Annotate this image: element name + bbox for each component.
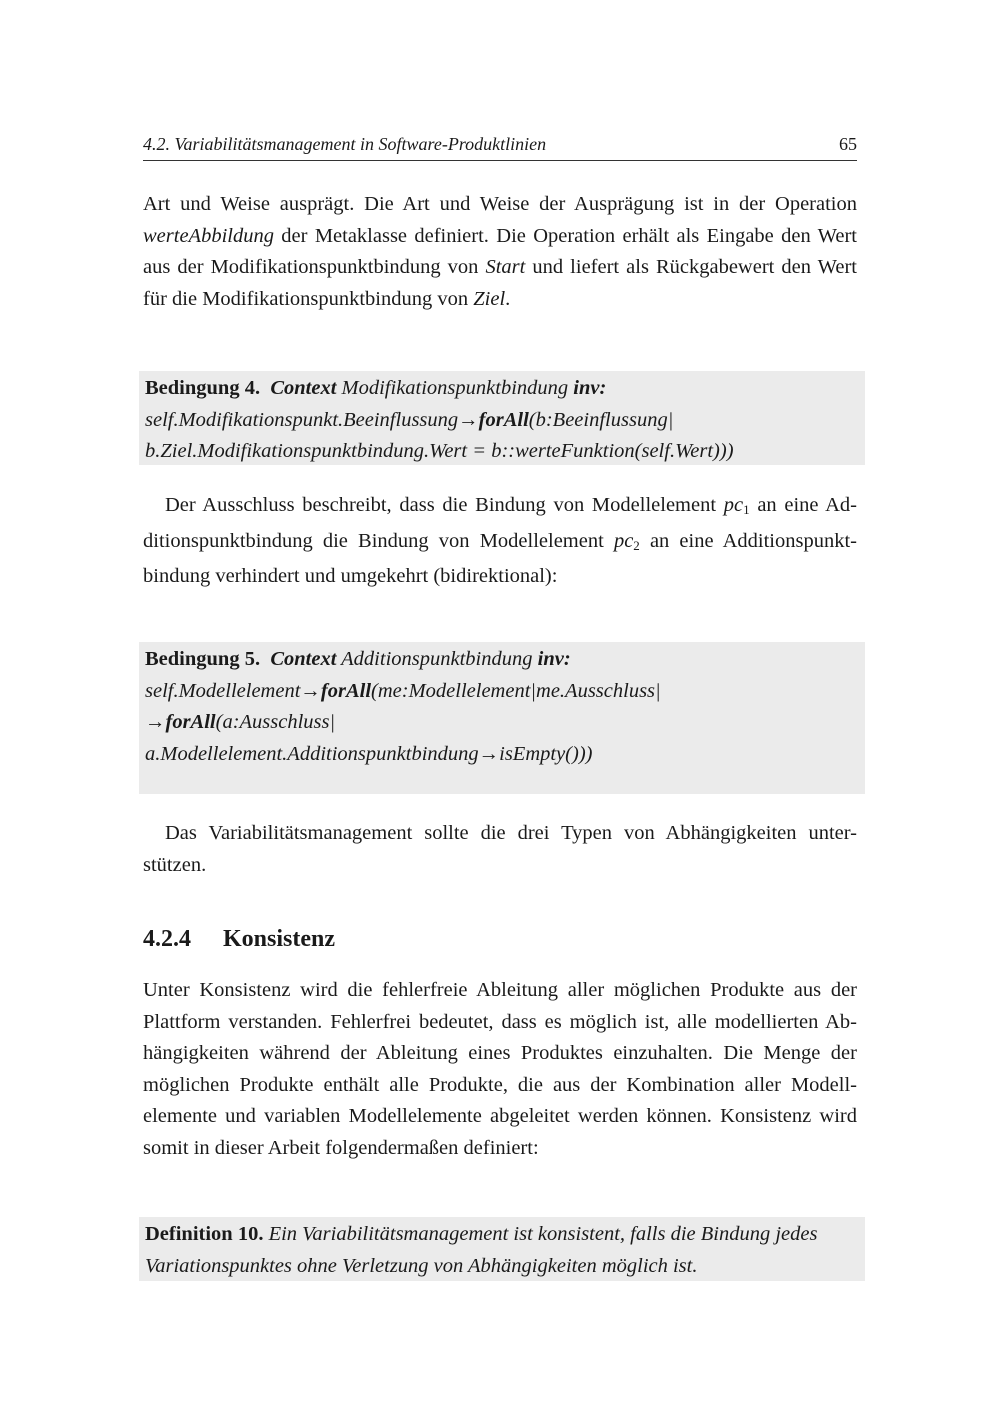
- text-span: der Metaklasse definiert. Die Operation erhält als Eingabe den Wert: [273, 224, 857, 247]
- text-line: hängigkeiten während der Ableitung eines Produktes einzuhalten. Die Menge der: [143, 1042, 857, 1064]
- ocl-line: [145, 676, 865, 708]
- header-title: 4.2. Variabilitätsmanagement in Software-Produktlinien: [143, 134, 547, 154]
- math-subscript: 1: [743, 502, 750, 517]
- section-heading: [143, 926, 335, 953]
- condition-4-header: [145, 373, 865, 405]
- ocl-span: (a:Ausschluss|: [215, 711, 336, 733]
- ocl-line: b.Ziel.Modifikationspunktbindung.Wert = b::werteFunktion(self.Wert))): [145, 440, 734, 462]
- ocl-span: self.Modellelement→: [145, 679, 321, 702]
- text-span: an eine Additionspunkt-: [639, 529, 857, 552]
- keyword-context: Context: [270, 377, 337, 399]
- keyword-inv: inv:: [537, 648, 571, 670]
- condition-5-header: [145, 644, 865, 676]
- condition-4-box: [139, 371, 865, 465]
- text-line: Unter Konsistenz wird die fehlerfreie Ableitung aller möglichen Produkte aus der: [143, 979, 857, 1001]
- section-title: Konsistenz: [223, 926, 336, 952]
- condition-label: Bedingung 5.: [145, 648, 261, 670]
- text-line: stützen.: [143, 853, 207, 876]
- condition-label: Bedingung 4.: [145, 377, 261, 399]
- page-number: 65: [839, 134, 857, 154]
- ocl-span: →: [145, 711, 166, 733]
- definition-label: Definition 10.: [145, 1223, 264, 1245]
- text-line: Plattform verstanden. Fehlerfrei bedeutet, dass es möglich ist, alle modellierten Ab-: [143, 1010, 857, 1033]
- text-line: möglichen Produkte enthält alle Produkte, die aus der Kombination aller Modell-: [143, 1073, 857, 1096]
- paragraph-operation: [143, 189, 857, 315]
- context-class: Additionspunktbindung: [336, 648, 538, 670]
- term-werteabbildung: werteAbbildung: [143, 224, 274, 247]
- text-span: an eine Ad-: [749, 494, 857, 516]
- paragraph-typen: [143, 818, 857, 881]
- math-pc: pc: [613, 529, 634, 552]
- text-line: [143, 221, 857, 253]
- keyword-forall: forAll: [478, 408, 529, 431]
- section-number: 4.2.4: [143, 926, 191, 952]
- keyword-inv: inv:: [573, 377, 607, 399]
- math-pc: pc: [723, 494, 744, 516]
- text-line: Das Variabilitätsmanagement sollte die drei Typen von Abhängigkeiten unter-: [165, 822, 857, 844]
- context-class: Modifikationspunktbindung: [336, 377, 574, 399]
- definition-text: Ein Variabilitätsmanagement ist konsistent, falls die Bindung jedes: [263, 1223, 818, 1245]
- text-line: bindung verhindert und umgekehrt (bidirektional):: [143, 565, 558, 587]
- ocl-span: self.Modifikationspunkt.Beeinflussung→: [145, 408, 479, 431]
- text-line: somit in dieser Arbeit folgendermaßen definiert:: [143, 1136, 539, 1159]
- definition-10-box: [139, 1217, 865, 1281]
- text-span: für die Modifikationspunktbindung von: [143, 287, 474, 310]
- ocl-span: (me:Modellelement|me.Ausschluss|: [371, 679, 661, 702]
- term-start: Start: [485, 256, 526, 278]
- math-subscript: 2: [633, 537, 640, 553]
- paragraph-ausschluss: [143, 490, 857, 593]
- keyword-forall: forAll: [320, 679, 372, 702]
- text-span: ditionspunktbindung die Bindung von Modellelement: [143, 529, 614, 552]
- running-header: [143, 132, 857, 161]
- condition-5-box: [139, 642, 865, 794]
- ocl-line: [145, 405, 865, 437]
- paragraph-konsistenz: [143, 975, 857, 1164]
- term-ziel: Ziel: [473, 287, 506, 310]
- keyword-forall: forAll: [165, 711, 216, 733]
- ocl-line: [145, 707, 865, 739]
- text-line: [143, 252, 857, 284]
- text-line: [143, 490, 857, 526]
- ocl-span: (b:Beeinflussung|: [528, 408, 674, 431]
- definition-line: [145, 1219, 865, 1251]
- text-span: .: [505, 287, 511, 310]
- text-span: Der Ausschluss beschreibt, dass die Bindung von Modellelement: [165, 494, 724, 516]
- ocl-line: a.Modellelement.Additionspunktbindung→isEmpty())): [145, 742, 593, 765]
- text-span: und liefert als Rückgabewert den Wert: [525, 256, 857, 278]
- text-line: elemente und variablen Modellelemente abgeleitet werden können. Konsistenz wird: [143, 1105, 857, 1127]
- keyword-context: Context: [270, 648, 337, 670]
- text-line: [143, 526, 857, 562]
- text-line: Art und Weise ausprägt. Die Art und Weise der Ausprägung ist in der Operation: [143, 193, 857, 215]
- text-line: [143, 284, 857, 316]
- definition-line: Variationspunktes ohne Verletzung von Abhängigkeiten möglich ist.: [145, 1254, 698, 1277]
- text-span: aus der Modifikationspunktbindung von: [143, 256, 486, 278]
